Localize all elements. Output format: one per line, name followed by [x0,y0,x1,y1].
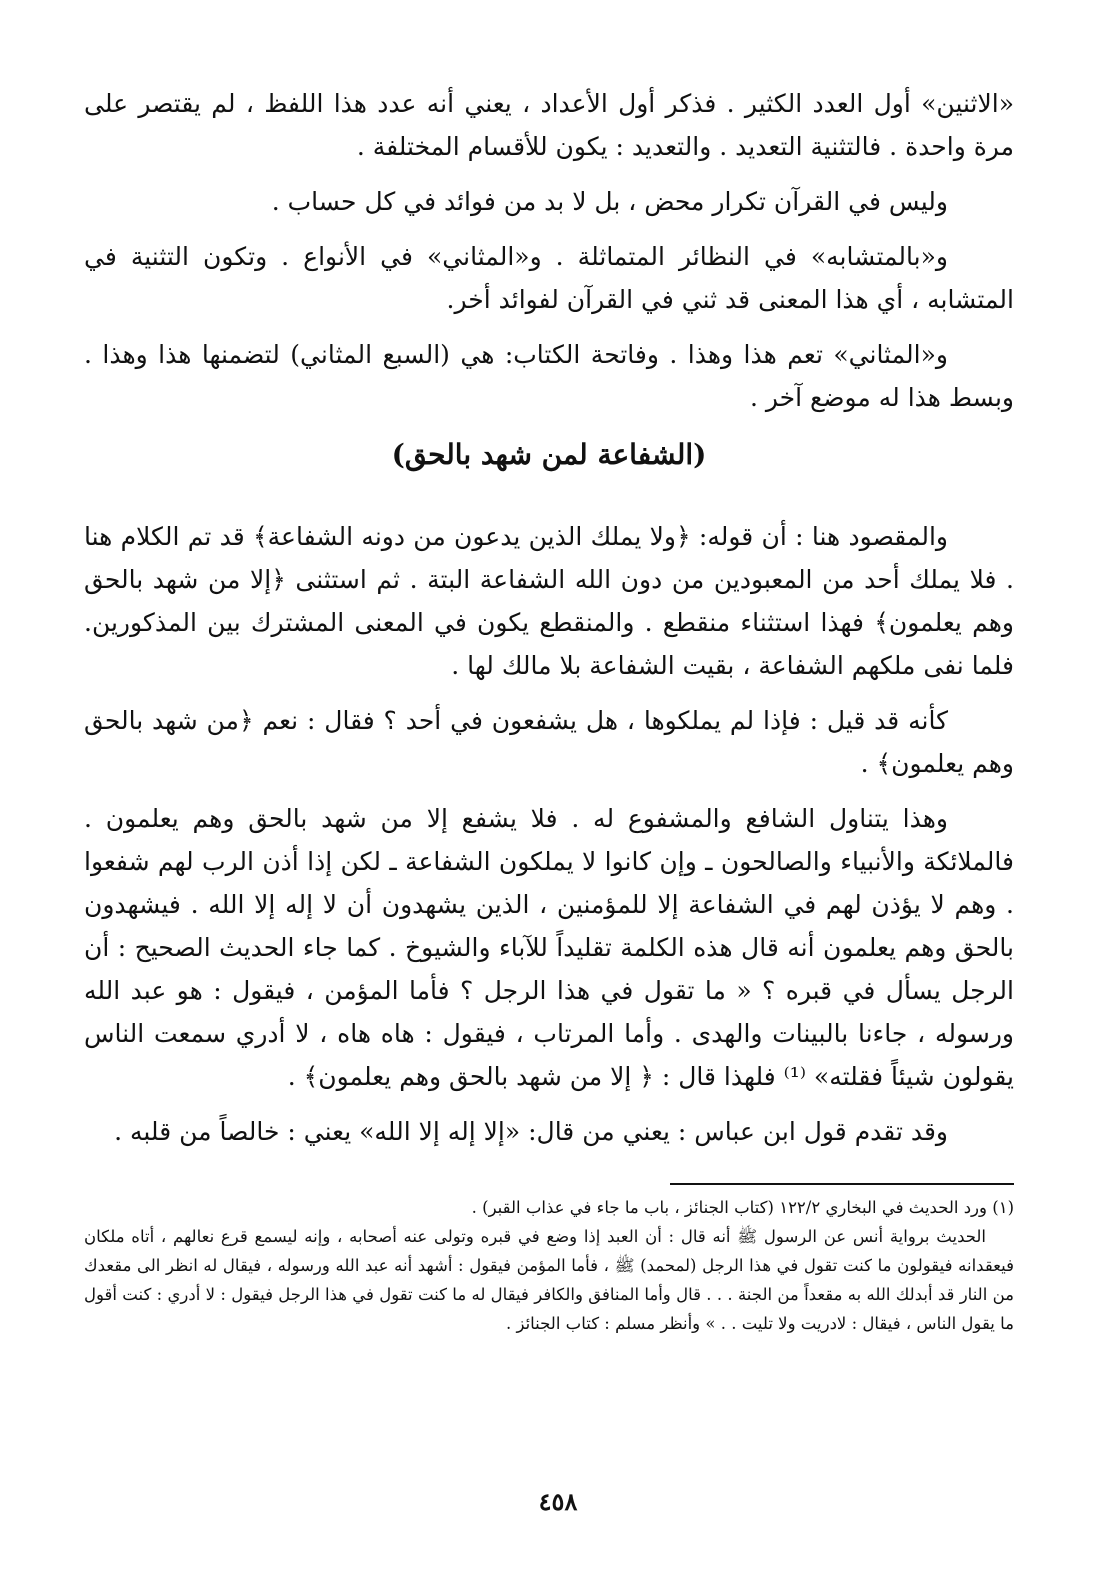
paragraph: و«بالمتشابه» في النظائر المتماثلة . و«المثاني» في الأنواع . وتكون التثنية في المتشابه ، أي هذا المعنى قد ثني في القرآن لفوائد أخر. [84,242,1014,314]
paragraph: وهذا يتناول الشافع والمشفوع له . فلا يشفع إلا من شهد بالحق وهم يعلمون . فالملائكة والأنبياء والصالحون ـ وإن كانوا لا يملكون الشفاعة ـ لكن إذا أذن الرب لهم شفعوا . وهم لا يؤذن لهم في الشفاعة إلا للمؤمنين ، الذين يشهدون أن لا إله إلا الله . فيشهدون بالحق وهم يعلمون أنه قال هذه الكلمة تقليداً للآباء والشيوخ . كما جاء الحديث الصحيح : أن الرجل يسأل في قبره ؟ « ما تقول في هذا الرجل ؟ فأما المؤمن ، فيقول : هو عبد الله ورسوله ، جاءنا بالبينات والهدى . وأما المرتاب ، فيقول : هاه هاه ، لا أدري سمعت الناس يقولون شيئاً فقلته» ⁽¹⁾ فلهذا قال : ﴿ إلا من شهد بالحق وهم يعلمون﴾ . [84,804,1014,1091]
footnotes [84,1193,1014,1338]
paragraph: «الاثنين» أول العدد الكثير . فذكر أول الأعداد ، يعني أنه عدد هذا اللفظ ، لم يقتصر على مرة واحدة . فالتثنية التعديد . والتعديد : يكون للأقسام المختلفة . [84,89,1014,161]
paragraph: والمقصود هنا : أن قوله: ﴿ولا يملك الذين يدعون من دونه الشفاعة﴾ قد تم الكلام هنا . فلا يملك أحد من المعبودين من دون الله الشفاعة البتة . ثم استثنى ﴿إلا من شهد بالحق وهم يعلمون﴾ فهذا استثناء منقطع . والمنقطع يكون في المعنى المشترك بين المذكورين. فلما نفى ملكهم الشفاعة ، بقيت الشفاعة بلا مالك لها . [84,522,1014,680]
section-heading: (الشفاعة لمن شهد بالحق) [391,438,707,471]
footnote: الحديث برواية أنس عن الرسول ﷺ أنه قال : أن العبد إذا وضع في قبره وتولى عنه أصحابه ، وإنه ليسمع قرع نعالهم ، أتاه ملكان فيعقدانه فيقولون ما كنت تقول في هذا الرجل (لمحمد) ﷺ ، فأما المؤمن فيقول : أشهد أنه عبد الله ورسوله ، فيقال له انظر الى مقعدك من النار قد أبدلك الله به مقعداً من الجنة . . . قال وأما المنافق والكافر فيقال له ما كنت تقول في هذا الرجل فيقول : لا أدري : كنت أقول ما يقول الناس ، فيقال : لادريت ولا تليت . . » وأنظر مسلم : كتاب الجنائز . [84,1227,1014,1333]
paragraph: وليس في القرآن تكرار محض ، بل لا بد من فوائد في كل حساب . [271,187,948,216]
page-body [84,82,1014,1338]
footnote-divider [670,1183,1014,1185]
footnote: (١) ورد الحديث في البخاري ١٢٢/٢ (كتاب الجنائز ، باب ما جاء في عذاب القبر) . [471,1198,1014,1217]
paragraph: وقد تقدم قول ابن عباس : يعني من قال: «إلا إله إلا الله» يعني : خالصاً من قلبه . [114,1117,948,1146]
paragraph: كأنه قد قيل : فإذا لم يملكوها ، هل يشفعون في أحد ؟ فقال : نعم ﴿من شهد بالحق وهم يعلمون﴾ . [84,706,1014,778]
page-number: ٤٥٨ [538,1487,578,1516]
paragraph: و«المثاني» تعم هذا وهذا . وفاتحة الكتاب: هي (السبع المثاني) لتضمنها هذا وهذا . وبسط هذا له موضع آخر . [84,340,1014,412]
